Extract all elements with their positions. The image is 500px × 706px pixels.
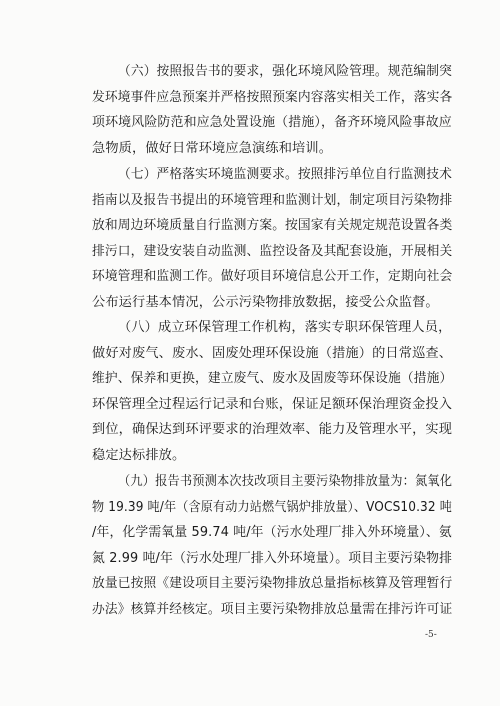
paragraph-line: /年，化学需氧量 59.74 吨/年（污水处理厂排入外环境量）、氨 — [92, 525, 452, 541]
paragraph-line: 排污口，建设安装自动监测、监控设备及其配套设施，开展相关 — [92, 243, 453, 259]
paragraph-section-9 — [92, 469, 452, 623]
paragraph-line: 放和周边环境质量自行监测方案。按国家有关规定规范设置各类 — [92, 218, 453, 234]
paragraph-line: 急物质，做好日常环境应急演练和培训。 — [92, 140, 333, 156]
paragraph-line: 维护、保养和更换，建立废气、废水及固废等环保设施（措施） — [92, 371, 453, 387]
page-number: -5- — [425, 630, 437, 640]
paragraph-line: 公布运行基本情况，公示污染物排放数据，接受公众监督。 — [92, 294, 439, 310]
paragraph-line: 项环境风险防范和应急处置设施（措施），备齐环境风险事故应 — [92, 115, 452, 131]
paragraph-line: 到位，确保达到环评要求的治理效率、能力及管理水平，实现 — [92, 422, 453, 438]
paragraph-line: （七）严格落实环境监测要求。按照排污单位自行监测技术 — [118, 167, 452, 182]
paragraph-section-7 — [92, 162, 452, 316]
paragraph-line: （九）报告书预测本次技改项目主要污染物排放量为：氮氧化 — [118, 474, 453, 489]
paragraph-line: 发环境事件应急预案并严格按照预案内容落实相关工作，落实各 — [92, 89, 453, 105]
paragraph-line: （八）成立环保管理工作机构，落实专职环保管理人员， — [118, 320, 452, 335]
paragraph-line: 指南以及报告书提出的环境管理和监测计划，制定项目污染物排 — [92, 192, 453, 208]
paragraph-line: 环境管理和监测工作。做好项目环境信息公开工作，定期向社会 — [92, 269, 453, 285]
paragraph-line: 放量已按照《建设项目主要污染物排放总量指标核算及管理暂行 — [92, 576, 453, 592]
paragraph-section-6 — [92, 59, 452, 161]
paragraph-line: 办法》核算并经核定。项目主要污染物排放总量需在排污许可证 — [92, 601, 453, 617]
paragraph-line: 做好对废气、废水、固废处理环保设施（措施）的日常巡查、 — [92, 345, 453, 361]
paragraph-line: 稳定达标排放。 — [92, 447, 186, 463]
paragraph-line: （六）按照报告书的要求，强化环境风险管理。规范编制突 — [118, 64, 452, 79]
paragraph-section-8 — [92, 315, 452, 469]
paragraph-line: 物 19.39 吨/年（含原有动力站燃气锅炉排放量）、VOCS10.32 吨 — [92, 499, 452, 515]
paragraph-line: 氮 2.99 吨/年（污水处理厂排入外环境量）。项目主要污染物排 — [92, 550, 453, 566]
paragraph-line: 环保管理全过程运行记录和台账，保证足额环保治理资金投入 — [92, 396, 453, 412]
